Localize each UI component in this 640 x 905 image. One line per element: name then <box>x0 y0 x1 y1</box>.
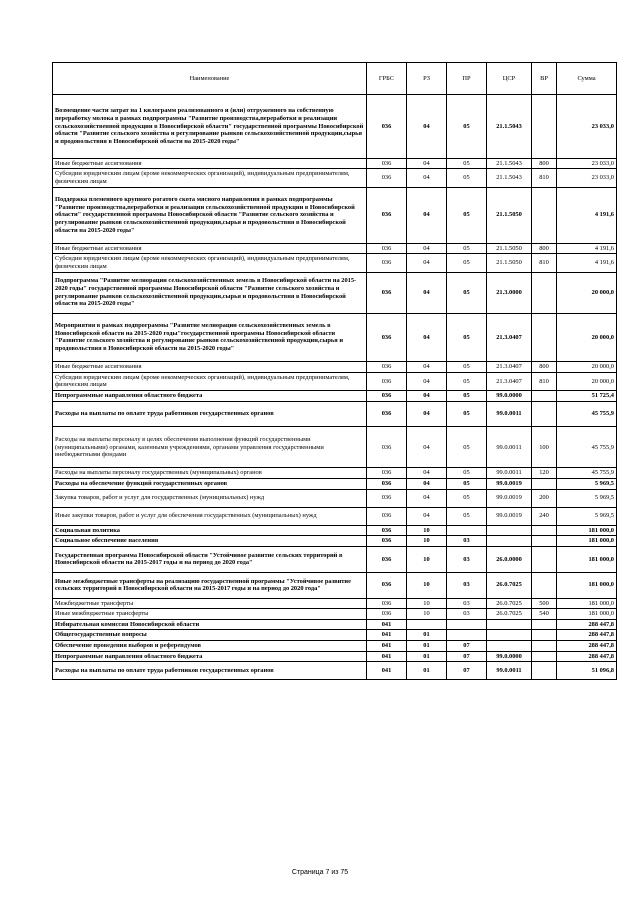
cell-rz: 01 <box>407 662 447 680</box>
cell-pr <box>447 630 487 641</box>
cell-vr <box>532 390 557 401</box>
cell-pr: 05 <box>447 169 487 187</box>
cell-name: Мероприятия в рамках подпрограммы "Развитие мелиорации сельскохозяйственных земель в Новосибирской области на 2015-2020 годы"государственной программы Новосибирской области "Развитие сельского хозяйства и регулирование рынков сельскохозяйственной продукции,сырья и продовольствия в Новосибирской области на 2015-2020 годы" <box>53 313 367 362</box>
cell-vr: 500 <box>532 598 557 609</box>
cell-vr <box>532 95 557 159</box>
cell-sum: 51 725,4 <box>557 390 617 401</box>
cell-vr: 100 <box>532 427 557 468</box>
cell-rz: 04 <box>407 401 447 427</box>
cell-pr: 03 <box>447 572 487 598</box>
cell-pr: 03 <box>447 598 487 609</box>
cell-pr <box>447 525 487 536</box>
cell-sum: 181 000,0 <box>557 547 617 573</box>
cell-vr <box>532 547 557 573</box>
cell-rz: 04 <box>407 272 447 313</box>
cell-name: Социальное обеспечение населения <box>53 536 367 547</box>
cell-sum: 181 000,0 <box>557 536 617 547</box>
cell-name: Расходы на выплаты по оплате труда работников государственных органов <box>53 662 367 680</box>
table-row <box>53 362 617 373</box>
cell-sum: 288 447,8 <box>557 651 617 662</box>
cell-pr: 05 <box>447 272 487 313</box>
cell-grbs: 036 <box>367 468 407 479</box>
table-row <box>53 489 617 507</box>
cell-rz <box>407 619 447 630</box>
cell-csr: 99.0.0000 <box>487 651 532 662</box>
cell-pr: 05 <box>447 401 487 427</box>
cell-name: Субсидии юридическим лицам (кроме некоммерческих организаций), индивидуальным предпринимателям, физическим лицам <box>53 169 367 187</box>
cell-sum: 4 191,6 <box>557 187 617 243</box>
cell-sum: 51 096,8 <box>557 662 617 680</box>
cell-rz: 04 <box>407 427 447 468</box>
cell-vr <box>532 619 557 630</box>
table-row <box>53 169 617 187</box>
cell-pr: 03 <box>447 609 487 620</box>
cell-csr: 99.0.0019 <box>487 507 532 525</box>
table-row <box>53 547 617 573</box>
table-row <box>53 525 617 536</box>
table-row <box>53 313 617 362</box>
cell-vr: 800 <box>532 243 557 254</box>
cell-csr: 21.3.0000 <box>487 272 532 313</box>
cell-name: Закупка товаров, работ и услуг для государственных (муниципальных) нужд <box>53 489 367 507</box>
cell-csr: 99.0.0019 <box>487 489 532 507</box>
cell-sum: 5 969,5 <box>557 489 617 507</box>
cell-csr: 26.0.7025 <box>487 609 532 620</box>
cell-rz: 10 <box>407 609 447 620</box>
cell-name: Субсидии юридическим лицам (кроме некоммерческих организаций), индивидуальным предпринимателям, физическим лицам <box>53 372 367 390</box>
cell-vr <box>532 572 557 598</box>
cell-pr <box>447 619 487 630</box>
cell-csr: 26.0.7025 <box>487 598 532 609</box>
cell-csr: 21.1.5050 <box>487 187 532 243</box>
header-name: Наименование <box>53 63 367 95</box>
cell-grbs: 036 <box>367 478 407 489</box>
cell-vr <box>532 536 557 547</box>
cell-csr: 21.3.0407 <box>487 362 532 373</box>
cell-vr: 240 <box>532 507 557 525</box>
cell-vr <box>532 313 557 362</box>
cell-csr: 99.0.0011 <box>487 427 532 468</box>
cell-sum: 23 033,0 <box>557 158 617 169</box>
cell-rz: 04 <box>407 478 447 489</box>
cell-vr: 810 <box>532 169 557 187</box>
budget-table-container <box>52 62 616 680</box>
cell-grbs: 041 <box>367 641 407 652</box>
cell-csr: 21.3.0407 <box>487 372 532 390</box>
cell-pr: 05 <box>447 489 487 507</box>
cell-name: Расходы на выплаты персоналу в целях обеспечения выполнения функций государственными (муниципальными) органами, казенными учреждениями, органами управления государственными внебюджетными фондами <box>53 427 367 468</box>
cell-rz: 04 <box>407 95 447 159</box>
cell-csr: 21.1.5043 <box>487 95 532 159</box>
table-row <box>53 272 617 313</box>
cell-pr: 05 <box>447 507 487 525</box>
cell-grbs: 036 <box>367 158 407 169</box>
cell-csr: 21.1.5043 <box>487 158 532 169</box>
cell-vr <box>532 272 557 313</box>
cell-grbs: 036 <box>367 362 407 373</box>
table-row <box>53 372 617 390</box>
cell-rz: 04 <box>407 362 447 373</box>
cell-rz: 04 <box>407 158 447 169</box>
table-row <box>53 95 617 159</box>
cell-rz: 10 <box>407 547 447 573</box>
cell-grbs: 036 <box>367 169 407 187</box>
cell-pr: 05 <box>447 468 487 479</box>
cell-csr: 99.0.0019 <box>487 478 532 489</box>
cell-name: Иные межбюджетные трансферты <box>53 609 367 620</box>
cell-rz: 04 <box>407 187 447 243</box>
cell-vr <box>532 630 557 641</box>
cell-csr: 99.0.0011 <box>487 401 532 427</box>
cell-grbs: 036 <box>367 507 407 525</box>
cell-pr: 05 <box>447 427 487 468</box>
table-row <box>53 641 617 652</box>
cell-name: Непрограммные направления областного бюджета <box>53 390 367 401</box>
cell-rz: 10 <box>407 536 447 547</box>
cell-rz: 04 <box>407 169 447 187</box>
cell-grbs: 036 <box>367 572 407 598</box>
table-row <box>53 507 617 525</box>
table-row <box>53 630 617 641</box>
cell-sum: 181 000,0 <box>557 598 617 609</box>
cell-sum: 45 755,9 <box>557 401 617 427</box>
table-row <box>53 619 617 630</box>
table-row <box>53 243 617 254</box>
cell-pr: 05 <box>447 243 487 254</box>
cell-name: Иные закупки товаров, работ и услуг для обеспечения государственных (муниципальных) нужд <box>53 507 367 525</box>
cell-csr <box>487 536 532 547</box>
table-row <box>53 651 617 662</box>
cell-csr: 21.1.5050 <box>487 243 532 254</box>
cell-sum: 23 033,0 <box>557 169 617 187</box>
cell-pr: 05 <box>447 362 487 373</box>
cell-grbs: 041 <box>367 651 407 662</box>
cell-sum: 181 000,0 <box>557 609 617 620</box>
cell-grbs: 036 <box>367 272 407 313</box>
cell-pr: 03 <box>447 547 487 573</box>
cell-rz: 04 <box>407 489 447 507</box>
cell-name: Расходы на выплаты по оплате труда работников государственных органов <box>53 401 367 427</box>
cell-vr: 120 <box>532 468 557 479</box>
cell-grbs: 036 <box>367 536 407 547</box>
cell-csr: 26.0.7025 <box>487 572 532 598</box>
cell-rz: 10 <box>407 598 447 609</box>
cell-sum: 45 755,9 <box>557 468 617 479</box>
cell-vr <box>532 525 557 536</box>
table-row <box>53 158 617 169</box>
table-row <box>53 598 617 609</box>
cell-rz: 04 <box>407 372 447 390</box>
cell-rz: 04 <box>407 507 447 525</box>
cell-sum: 288 447,8 <box>557 630 617 641</box>
cell-sum: 20 000,0 <box>557 372 617 390</box>
header-sum: Сумма <box>557 63 617 95</box>
cell-name: Субсидии юридическим лицам (кроме некоммерческих организаций), индивидуальным предпринимателям, физическим лицам <box>53 254 367 272</box>
cell-sum: 288 447,8 <box>557 619 617 630</box>
cell-sum: 5 969,5 <box>557 478 617 489</box>
cell-vr: 800 <box>532 158 557 169</box>
cell-csr: 21.1.5043 <box>487 169 532 187</box>
cell-vr: 540 <box>532 609 557 620</box>
cell-sum: 181 000,0 <box>557 525 617 536</box>
cell-grbs: 041 <box>367 619 407 630</box>
cell-csr: 21.3.0407 <box>487 313 532 362</box>
cell-sum: 20 000,0 <box>557 272 617 313</box>
cell-name: Расходы на выплаты персоналу государственных (муниципальных) органов <box>53 468 367 479</box>
header-grbs: ГРБС <box>367 63 407 95</box>
cell-vr: 810 <box>532 372 557 390</box>
cell-rz: 04 <box>407 390 447 401</box>
cell-vr <box>532 187 557 243</box>
cell-csr: 26.0.0000 <box>487 547 532 573</box>
cell-vr <box>532 478 557 489</box>
cell-vr <box>532 651 557 662</box>
cell-rz: 01 <box>407 641 447 652</box>
cell-sum: 5 969,5 <box>557 507 617 525</box>
cell-rz: 10 <box>407 525 447 536</box>
cell-csr: 99.0.0000 <box>487 390 532 401</box>
cell-name: Обеспечение проведения выборов и референдумов <box>53 641 367 652</box>
cell-pr: 07 <box>447 662 487 680</box>
cell-vr <box>532 401 557 427</box>
cell-vr: 810 <box>532 254 557 272</box>
cell-grbs: 036 <box>367 95 407 159</box>
cell-pr: 07 <box>447 651 487 662</box>
cell-grbs: 036 <box>367 598 407 609</box>
cell-grbs: 036 <box>367 254 407 272</box>
cell-pr: 07 <box>447 641 487 652</box>
cell-pr: 05 <box>447 478 487 489</box>
cell-rz: 04 <box>407 313 447 362</box>
cell-name: Социальная политика <box>53 525 367 536</box>
cell-name: Иные межбюджетные трансферты на реализацию государственной программы "Устойчивое развитие сельских территорий в Новосибирской области на 2015-2017 годы и на период до 2020 года" <box>53 572 367 598</box>
page-number: Страница 7 из 75 <box>291 869 349 876</box>
cell-grbs: 041 <box>367 630 407 641</box>
cell-grbs: 036 <box>367 401 407 427</box>
cell-name: Избирательная комиссия Новосибирской области <box>53 619 367 630</box>
header-pr: ПР <box>447 63 487 95</box>
cell-sum: 20 000,0 <box>557 313 617 362</box>
cell-sum: 288 447,8 <box>557 641 617 652</box>
cell-name: Подпрограмма "Развитие мелиорации сельскохозяйственных земель в Новосибирской области на 2015-2020 годы" государственной программы Новосибирской области "Развитие сельского хозяйства и регулирование рынков сельскохозяйственной продукции,сырья и продовольствия в Новосибирской области на 2015-2020 годы" <box>53 272 367 313</box>
cell-csr: 99.0.0011 <box>487 468 532 479</box>
cell-csr: 99.0.0011 <box>487 662 532 680</box>
cell-grbs: 041 <box>367 662 407 680</box>
cell-sum: 4 191,6 <box>557 243 617 254</box>
cell-grbs: 036 <box>367 187 407 243</box>
cell-grbs: 036 <box>367 313 407 362</box>
cell-rz: 01 <box>407 630 447 641</box>
cell-csr <box>487 641 532 652</box>
cell-csr <box>487 630 532 641</box>
cell-grbs: 036 <box>367 489 407 507</box>
cell-name: Иные бюджетные ассигнования <box>53 158 367 169</box>
cell-pr: 05 <box>447 187 487 243</box>
table-row <box>53 427 617 468</box>
cell-csr <box>487 525 532 536</box>
cell-grbs: 036 <box>367 427 407 468</box>
table-row <box>53 478 617 489</box>
cell-rz: 04 <box>407 243 447 254</box>
cell-sum: 23 033,0 <box>557 95 617 159</box>
cell-grbs: 036 <box>367 547 407 573</box>
cell-name: Непрограммные направления областного бюджета <box>53 651 367 662</box>
cell-name: Поддержка племенного крупного рогатого скота мясного направления в рамках подпрограммы "Развитие производства,переработки и реализации сельскохозяйственной продукции в Новосибирской области" государственной программы Новосибирской области "Развитие сельского хозяйства и регулирование рынков сельскохозяйственной продукции,сырья и продовольствия в Новосибирской области на 2015-2020 годы" <box>53 187 367 243</box>
cell-grbs: 036 <box>367 372 407 390</box>
table-row <box>53 572 617 598</box>
cell-rz: 10 <box>407 572 447 598</box>
table-row <box>53 390 617 401</box>
cell-name: Иные бюджетные ассигнования <box>53 243 367 254</box>
cell-sum: 4 191,6 <box>557 254 617 272</box>
cell-name: Возмещение части затрат на 1 килограмм реализованного и (или) отгруженного на собственную переработку молока в рамках подпрограммы "Развитие производства,переработки и реализации сельскохозяйственной продукции в Новосибирской области" государственной программы Новосибирской области "Развитие сельского хозяйства и регулирование рынков сельскохозяйственной продукции,сырья и продовольствия в Новосибирской области на 2015-2020 годы" <box>53 95 367 159</box>
table-row <box>53 401 617 427</box>
cell-grbs: 036 <box>367 609 407 620</box>
cell-pr: 05 <box>447 158 487 169</box>
cell-rz: 01 <box>407 651 447 662</box>
cell-name: Государственная программа Новосибирской области "Устойчивое развитие сельских территорий в Новосибирской области на 2015-2017 годы и на период до 2020 года" <box>53 547 367 573</box>
cell-pr: 05 <box>447 390 487 401</box>
cell-pr: 05 <box>447 95 487 159</box>
cell-vr: 200 <box>532 489 557 507</box>
cell-grbs: 036 <box>367 390 407 401</box>
header-vr: ВР <box>532 63 557 95</box>
cell-vr <box>532 662 557 680</box>
cell-pr: 05 <box>447 254 487 272</box>
cell-rz: 04 <box>407 468 447 479</box>
cell-name: Общегосударственные вопросы <box>53 630 367 641</box>
cell-name: Межбюджетные трансферты <box>53 598 367 609</box>
table-row <box>53 468 617 479</box>
table-header-row <box>53 63 617 95</box>
header-csr: ЦСР <box>487 63 532 95</box>
cell-grbs: 036 <box>367 243 407 254</box>
cell-name: Расходы на обеспечение функций государственных органов <box>53 478 367 489</box>
table-row <box>53 662 617 680</box>
cell-name: Иные бюджетные ассигнования <box>53 362 367 373</box>
table-row <box>53 187 617 243</box>
table-row <box>53 536 617 547</box>
cell-sum: 20 000,0 <box>557 362 617 373</box>
cell-sum: 181 000,0 <box>557 572 617 598</box>
header-rz: РЗ <box>407 63 447 95</box>
table-row <box>53 254 617 272</box>
cell-sum: 45 755,9 <box>557 427 617 468</box>
cell-csr: 21.1.5050 <box>487 254 532 272</box>
cell-pr: 05 <box>447 313 487 362</box>
cell-rz: 04 <box>407 254 447 272</box>
table-body <box>53 95 617 680</box>
cell-vr: 800 <box>532 362 557 373</box>
budget-table <box>52 62 617 680</box>
cell-csr <box>487 619 532 630</box>
cell-grbs: 036 <box>367 525 407 536</box>
cell-pr: 05 <box>447 372 487 390</box>
cell-vr <box>532 641 557 652</box>
table-row <box>53 609 617 620</box>
cell-pr: 03 <box>447 536 487 547</box>
